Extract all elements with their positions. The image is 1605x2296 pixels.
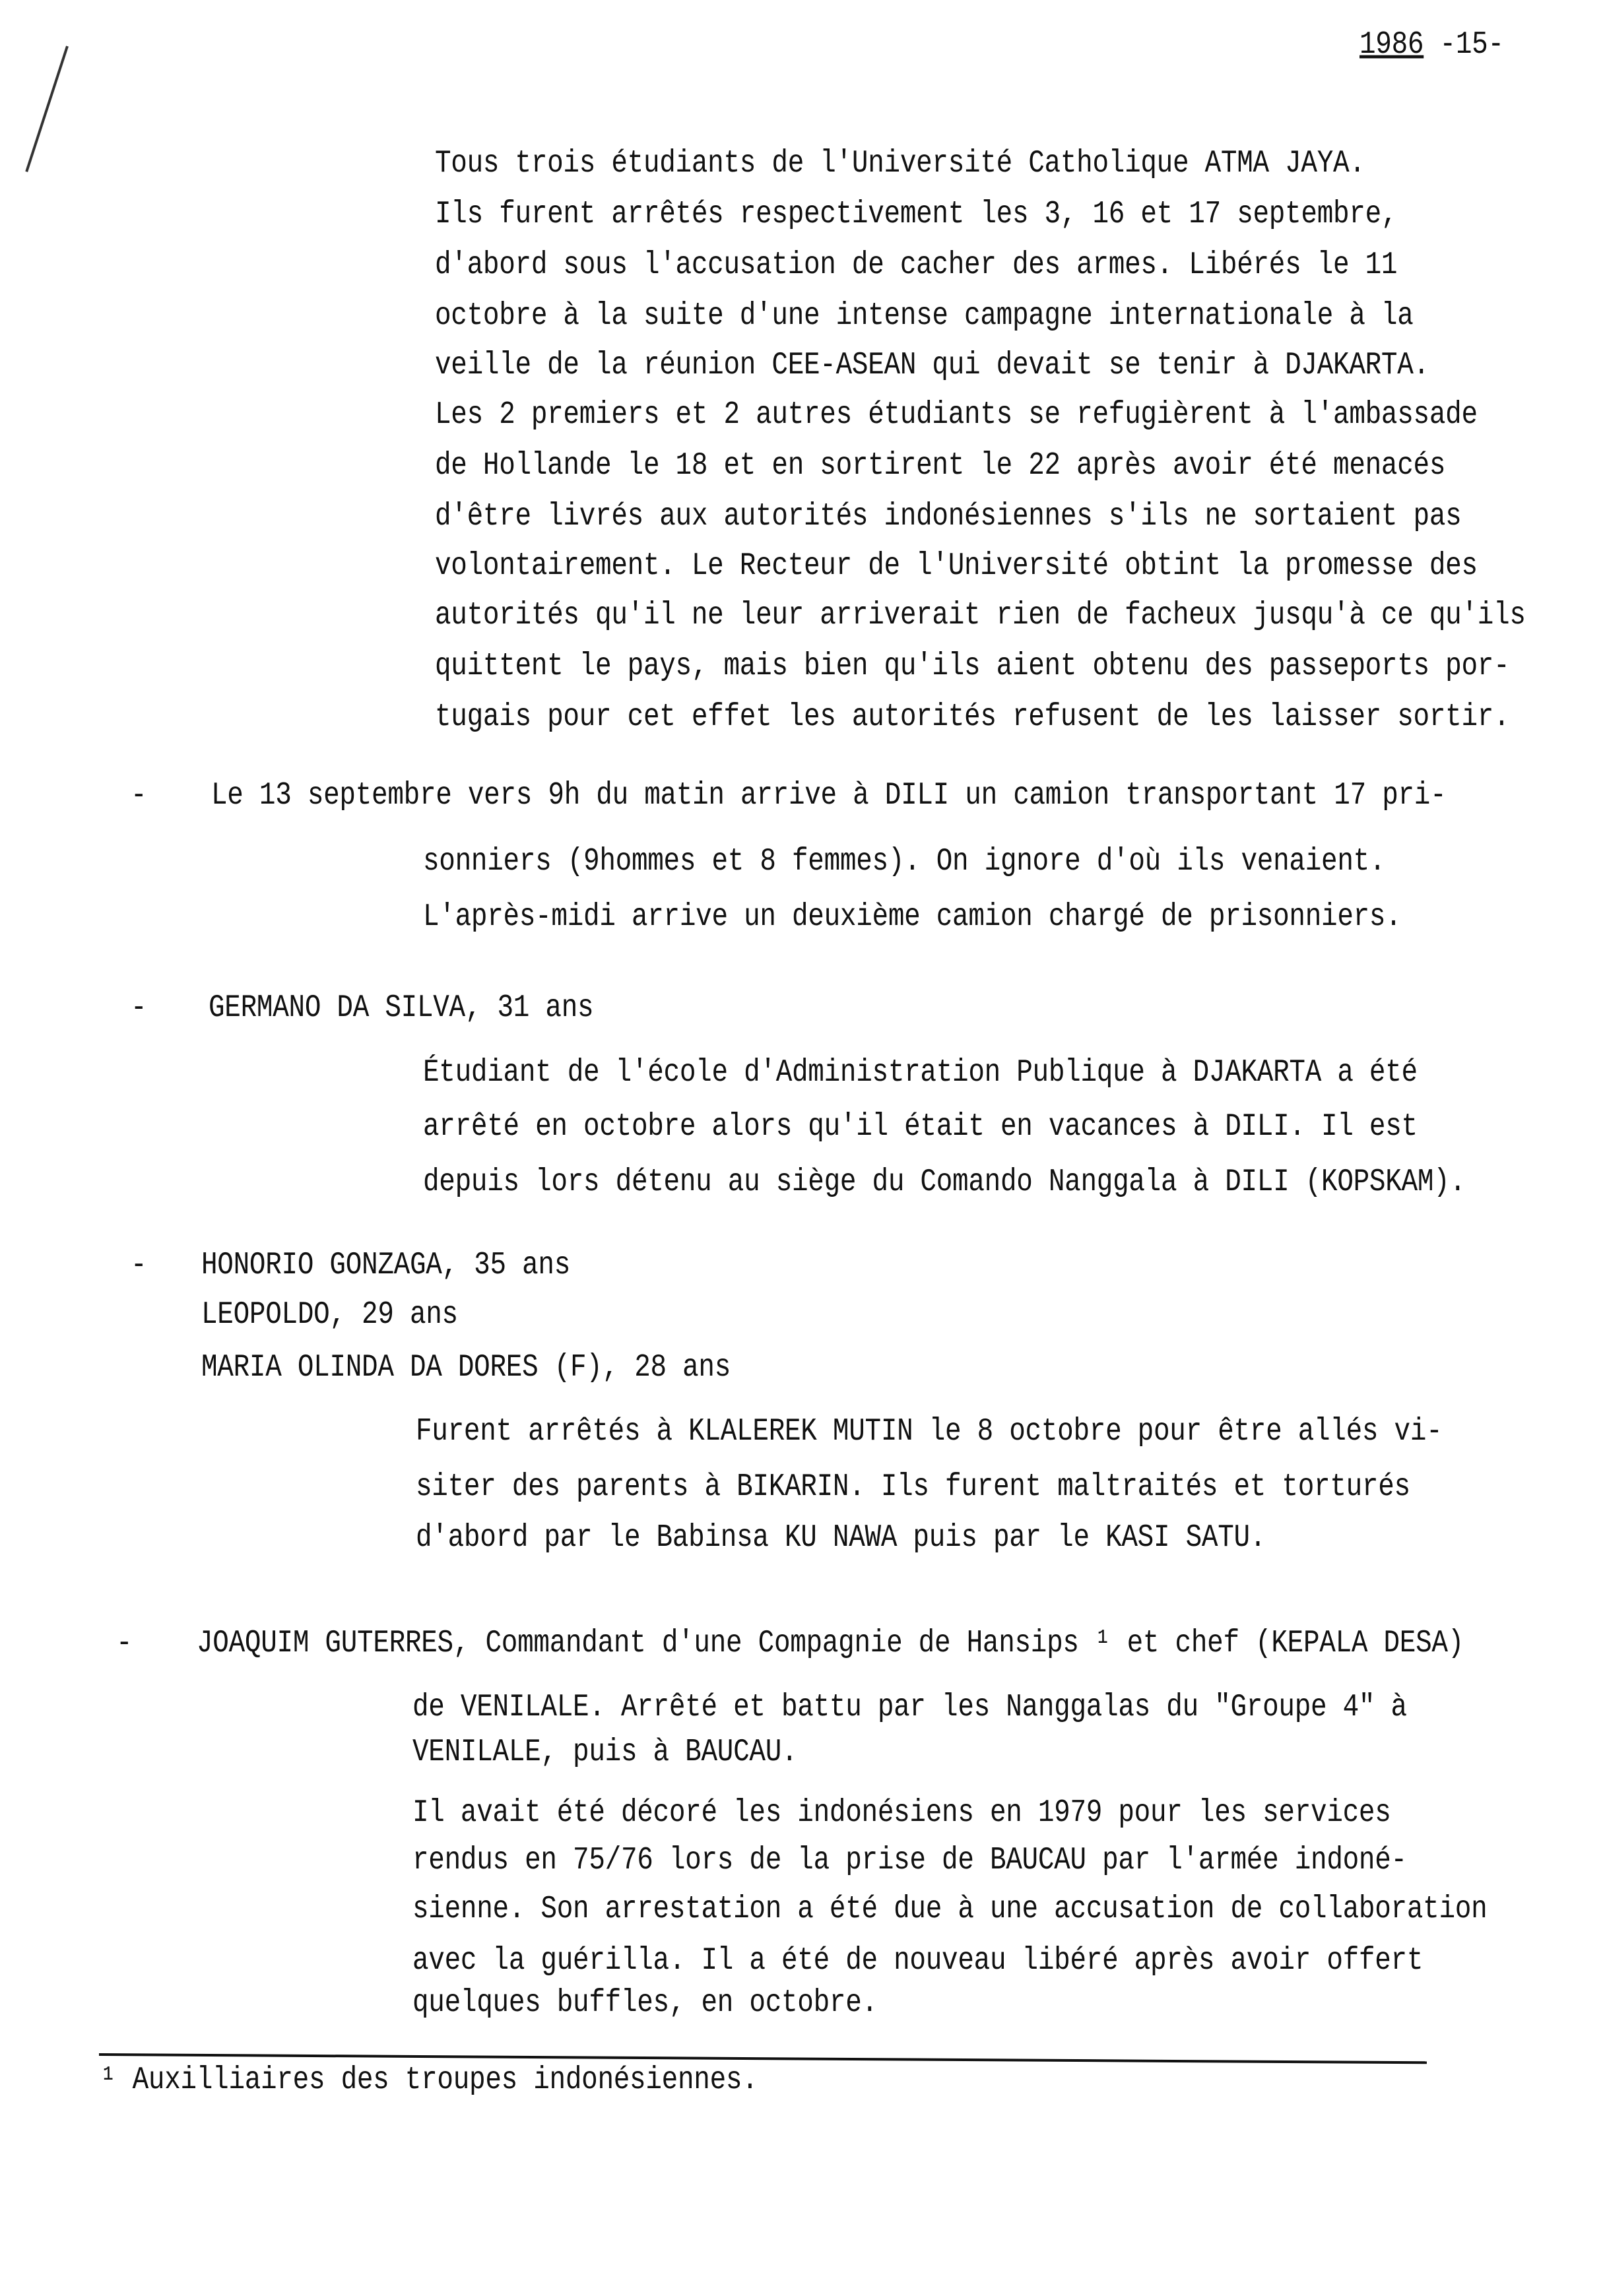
footnote [100, 2062, 758, 2099]
header-page-number: -15- [1439, 27, 1504, 63]
text-line: d'abord par le Babinsa KU NAWA puis par le KASI SATU. [416, 1520, 1266, 1556]
entry-heading: Le 13 septembre vers 9h du matin arrive à DILI un camion transportant 17 pri- [211, 778, 1447, 814]
entry-heading: JOAQUIM GUTERRES, Commandant d'une Compagnie de Hansips ¹ et chef (KEPALA DESA) [197, 1626, 1464, 1662]
bullet-dash: - [131, 1248, 147, 1284]
bullet-dash: - [131, 778, 147, 814]
text-line: rendus en 75/76 lors de la prise de BAUCAU par l'armée indoné- [412, 1843, 1407, 1879]
text-line: veille de la réunion CEE-ASEAN qui devait se tenir à DJAKARTA. [435, 348, 1429, 384]
text-line: autorités qu'il ne leur arriverait rien de facheux jusqu'à ce qu'ils [435, 598, 1526, 634]
text-line: siter des parents à BIKARIN. Ils furent maltraités et torturés [416, 1469, 1410, 1506]
entry-heading: LEOPOLDO, 29 ans [201, 1297, 458, 1333]
text-line: sienne. Son arrestation a été due à une accusation de collaboration [412, 1892, 1488, 1928]
footnote-marker: ¹ [100, 2062, 117, 2099]
entry-heading: GERMANO DA SILVA, 31 ans [209, 990, 594, 1027]
text-line: VENILALE, puis à BAUCAU. [412, 1735, 798, 1771]
entry-heading: MARIA OLINDA DA DORES (F), 28 ans [201, 1350, 731, 1386]
text-line: Ils furent arrêtés respectivement les 3, 16 et 17 septembre, [435, 197, 1398, 233]
margin-pen-mark [25, 46, 69, 172]
bullet-dash: - [116, 1626, 133, 1662]
text-line: Étudiant de l'école d'Administration Publique à DJAKARTA a été [423, 1055, 1418, 1091]
text-line: depuis lors détenu au siège du Comando Nanggala à DILI (KOPSKAM). [423, 1164, 1466, 1201]
text-line: quittent le pays, mais bien qu'ils aient obtenu des passeports por- [435, 649, 1510, 685]
text-line: Furent arrêtés à KLALEREK MUTIN le 8 octobre pour être allés vi- [416, 1414, 1443, 1450]
bullet-dash: - [131, 990, 147, 1027]
footnote-text: Auxilliaires des troupes indonésiennes. [132, 2062, 758, 2099]
header-year: 1986 [1359, 27, 1424, 63]
page-header [1359, 26, 1504, 64]
text-line: Tous trois étudiants de l'Université Catholique ATMA JAYA. [435, 146, 1365, 182]
text-line: octobre à la suite d'une intense campagne internationale à la [435, 298, 1414, 335]
text-line: volontairement. Le Recteur de l'Université obtint la promesse des [435, 548, 1478, 585]
text-line: arrêté en octobre alors qu'il était en vacances à DILI. Il est [423, 1109, 1418, 1145]
text-line: Il avait été décoré les indonésiens en 1979 pour les services [412, 1795, 1391, 1832]
entry-heading: HONORIO GONZAGA, 35 ans [201, 1248, 570, 1284]
text-line: quelques buffles, en octobre. [412, 1985, 878, 2022]
text-line: d'être livrés aux autorités indonésiennes s'ils ne sortaient pas [435, 499, 1462, 535]
text-line: d'abord sous l'accusation de cacher des armes. Libérés le 11 [435, 247, 1398, 284]
text-line: avec la guérilla. Il a été de nouveau libéré après avoir offert [412, 1943, 1424, 1979]
text-line: Les 2 premiers et 2 autres étudiants se refugièrent à l'ambassade [435, 397, 1478, 433]
text-line: de Hollande le 18 et en sortirent le 22 après avoir été menacés [435, 448, 1446, 484]
text-line: L'après-midi arrive un deuxième camion chargé de prisonniers. [423, 899, 1402, 936]
text-line: sonniers (9hommes et 8 femmes). On ignore d'où ils venaient. [423, 844, 1386, 880]
text-line: tugais pour cet effet les autorités refusent de les laisser sortir. [435, 699, 1510, 736]
text-line: de VENILALE. Arrêté et battu par les Nanggalas du "Groupe 4" à [412, 1690, 1407, 1726]
